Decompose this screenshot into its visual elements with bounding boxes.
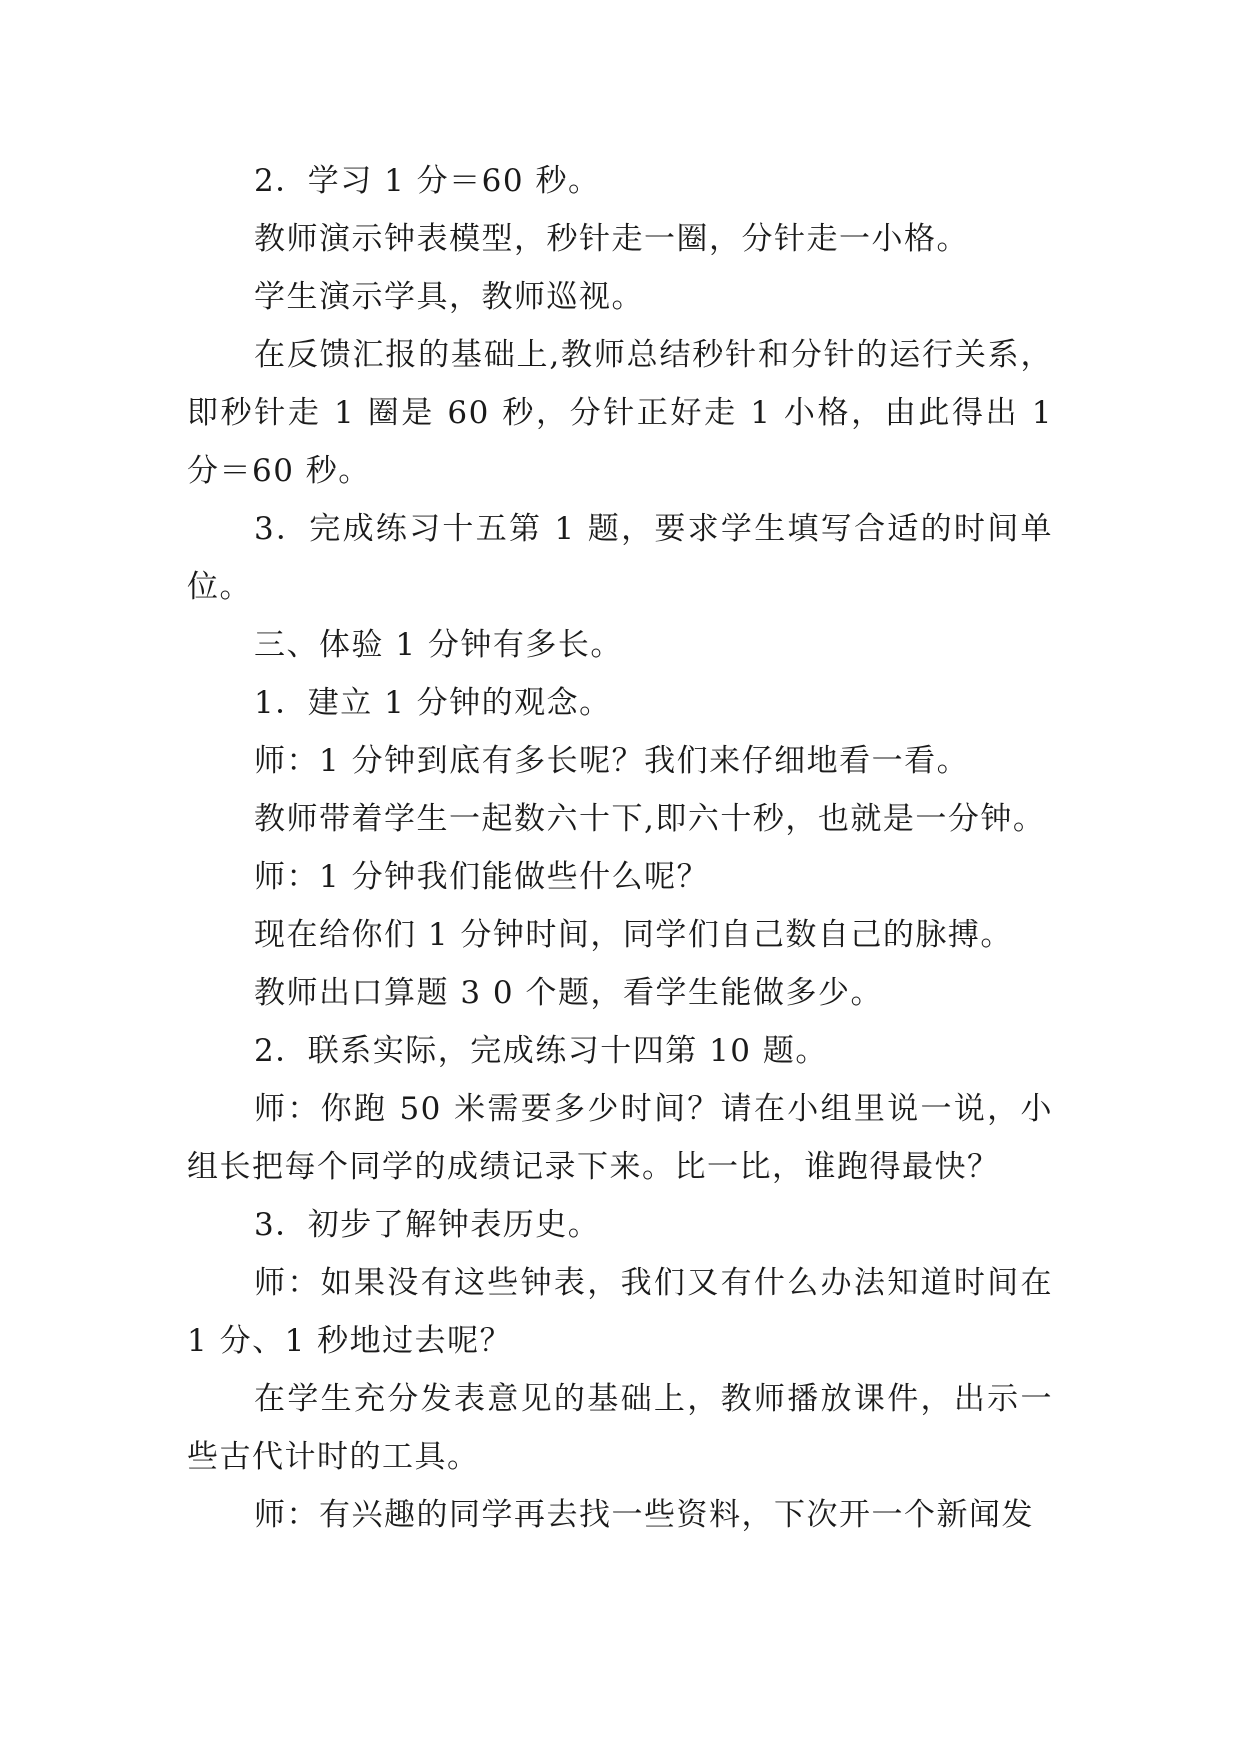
paragraph: 师：你跑 50 米需要多少时间？请在小组里说一说，小组长把每个同学的成绩记录下来。比一比，谁跑得最快？ (187, 1091, 1053, 1185)
paragraph: 在反馈汇报的基础上,教师总结秒针和分针的运行关系，即秒针走 1 圈是 60 秒，分针正好走 1 小格，由此得出 1 分＝60 秒。 (187, 337, 1053, 489)
paragraph: 教师演示钟表模型，秒针走一圈，分针走一小格。 (254, 221, 969, 257)
paragraph: 师：有兴趣的同学再去找一些资料，下次开一个新闻发 (254, 1497, 1034, 1533)
paragraph: 教师出口算题 3 0 个题，看学生能做多少。 (254, 975, 884, 1011)
paragraph: 3．初步了解钟表历史。 (254, 1207, 601, 1243)
paragraph: 3．完成练习十五第 1 题，要求学生填写合适的时间单位。 (187, 511, 1053, 605)
paragraph: 师：1 分钟到底有多长呢？我们来仔细地看一看。 (254, 743, 970, 779)
paragraph: 1．建立 1 分钟的观念。 (254, 685, 612, 721)
document-body (187, 152, 1053, 1544)
paragraph: 2．联系实际，完成练习十四第 10 题。 (254, 1033, 828, 1069)
paragraph: 2．学习 1 分＝60 秒。 (254, 163, 601, 199)
paragraph: 师：1 分钟我们能做些什么呢？ (254, 859, 710, 895)
paragraph: 学生演示学具，教师巡视。 (254, 279, 644, 315)
paragraph: 现在给你们 1 分钟时间，同学们自己数自己的脉搏。 (254, 917, 1013, 953)
paragraph: 教师带着学生一起数六十下,即六十秒，也就是一分钟。 (254, 801, 1046, 837)
section-heading: 三、体验 1 分钟有多长。 (254, 627, 623, 663)
paragraph: 师：如果没有这些钟表，我们又有什么办法知道时间在 1 分、1 秒地过去呢？ (187, 1265, 1053, 1359)
paragraph: 在学生充分发表意见的基础上，教师播放课件，出示一些古代计时的工具。 (187, 1381, 1053, 1475)
